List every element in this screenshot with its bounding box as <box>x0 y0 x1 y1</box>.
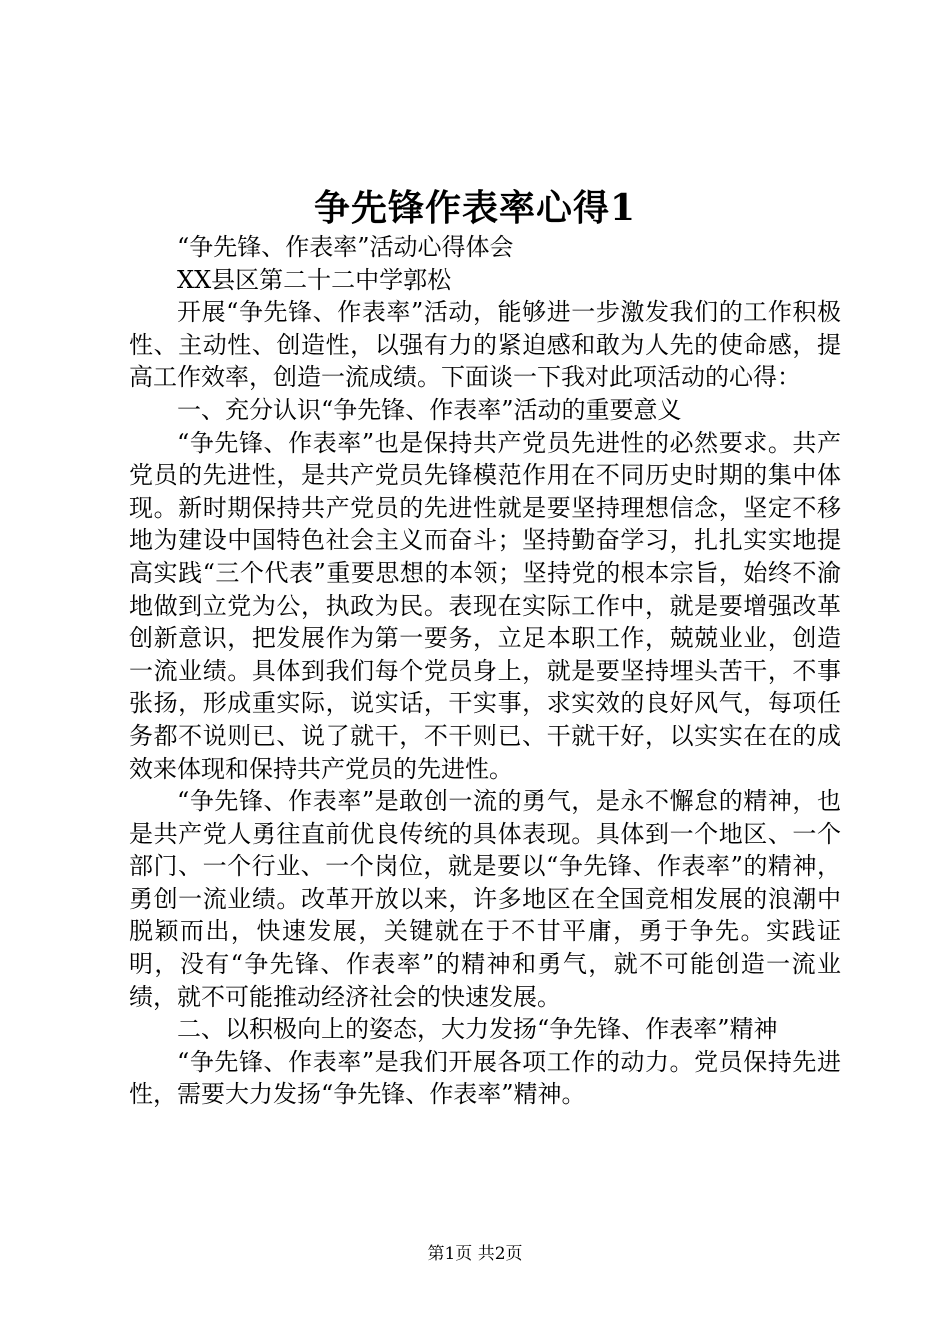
section-heading-2: 二、以积极向上的姿态，大力发扬“争先锋、作表率”精神 <box>177 1015 778 1044</box>
page-footer: 第1页 共2页 <box>427 1244 523 1264</box>
intro-paragraph: 开展“争先锋、作表率”活动，能够进一步激发我们的工作积极性、主动性、创造性，以强有力的紧迫感和敢为人先的使命感，提高工作效率，创造一流成绩。下面谈一下我对此项活动的心得： <box>129 298 841 392</box>
document-title: 争先锋作表率心得1 <box>313 187 637 229</box>
subtitle-paragraph: “争先锋、作表率”活动心得体会 <box>177 233 514 261</box>
body-paragraph: “争先锋、作表率”是敢创一流的勇气，是永不懈怠的精神，也是共产党人勇往直前优良传统的具体表现。具体到一个地区、一个部门、一个行业、一个岗位，就是要以“争先锋、作表率”的精神，勇创一流业绩。改革开放以来，许多地区在全国竞相发展的浪潮中脱颖而出，快速发展，关键就在于不甘平庸，勇于争先。实践证明，没有“争先锋、作表率”的精神和勇气，就不可能创造一流业绩，就不可能推动经济社会的快速发展。 <box>129 787 841 1011</box>
body-paragraph: “争先锋、作表率”也是保持共产党员先进性的必然要求。共产党员的先进性，是共产党员先锋模范作用在不同历史时期的集中体现。新时期保持共产党员的先进性就是要坚持理想信念，坚定不移地为建设中国特色社会主义而奋斗；坚持勤奋学习，扎扎实实地提高实践“三个代表”重要思想的本领；坚持党的根本宗旨，始终不渝地做到立党为公，执政为民。表现在实际工作中，就是要增强改革创新意识，把发展作为第一要务，立足本职工作，兢兢业业，创造一流业绩。具体到我们每个党员身上，就是要坚持埋头苦干，不事张扬，形成重实际，说实话，干实事，求实效的良好风气，每项任务都不说则已、说了就干，不干则已、干就干好，以实实在在的成效来体现和保持共产党员的先进性。 <box>129 428 841 783</box>
body-paragraph: “争先锋、作表率”是我们开展各项工作的动力。党员保持先进性，需要大力发扬“争先锋、作表率”精神。 <box>129 1047 841 1109</box>
section-heading-1: 一、充分认识“争先锋、作表率”活动的重要意义 <box>177 395 682 424</box>
author-paragraph: XX县区第二十二中学郭松 <box>177 265 452 294</box>
document-body <box>129 231 841 1111</box>
